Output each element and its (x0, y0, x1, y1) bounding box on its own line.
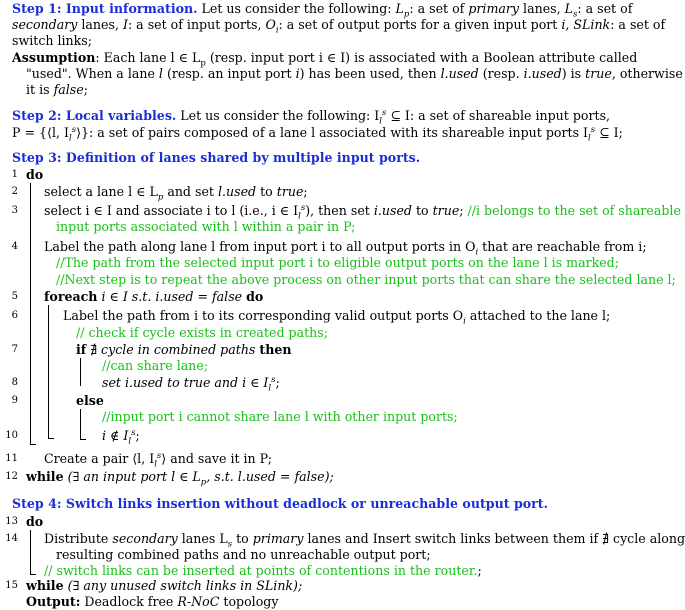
comment-4a: //The path from the selected input port i to eligible output ports on the lane l is marked; (56, 255, 619, 270)
text: Label the path along lane l from input port i to all output ports in O (44, 239, 476, 254)
if-keyword: if (76, 342, 87, 357)
else-bar-end (80, 439, 86, 440)
comment-7: //can share lane; (102, 358, 209, 373)
step2-line2: P = {⟨l, $I_l^s⟩$}: a set of pairs composed of a lane l associated with its shareable input ports $I_l^s$ ⊆ I; (12, 124, 623, 144)
text: (resp. (478, 66, 524, 81)
math: p (200, 58, 206, 69)
assumption-line3 (26, 82, 88, 97)
step1-line2 (12, 17, 666, 36)
line-number: 11 (5, 453, 18, 464)
text: i ∈ I s.t. i.used = false (97, 289, 247, 304)
text: l.used (440, 66, 479, 81)
text: Let us consider the following: (197, 1, 396, 16)
text: Deadlock free (80, 594, 178, 609)
text: i.used (523, 66, 562, 81)
text: it is (26, 82, 54, 97)
text: Label the path from i to its corresponding valid output ports O (63, 308, 464, 323)
step3-line6: Label the path from i to its corresponding valid output ports $O_i$ attached to the lane l; (63, 308, 611, 327)
line-number: 4 (11, 241, 18, 252)
text: ⊆ I: a set of shareable input ports, (386, 108, 611, 123)
text: : a set of (409, 1, 469, 16)
step4-loop-bar (30, 530, 31, 574)
comment: //i belongs to the set of shareable (467, 203, 681, 218)
step3-line8: set i.used to true and i ∈ $I_l^s$; (102, 374, 280, 394)
line-number: 1 (11, 169, 18, 180)
math: p (403, 9, 410, 20)
loop-bar (30, 183, 31, 444)
text: (resp. an input port (162, 66, 296, 81)
assumption-label: Assumption (12, 50, 96, 65)
text: : a set of output ports for a given input port (278, 17, 562, 32)
text: P = {⟨l, I (12, 125, 69, 140)
step1-line3: switch links; (12, 33, 93, 48)
step3-line10: i ∉ $I_l^s$; (102, 427, 140, 447)
step3-line11: Create a pair ⟨l, $I_l^s⟩$ and save it in P; (44, 450, 272, 470)
step4-loop-bar-end (30, 574, 36, 575)
text: ; (83, 82, 88, 97)
math: SLink (573, 17, 611, 32)
text: lanes, (519, 1, 565, 16)
text: topology (219, 594, 279, 609)
output-line (26, 594, 278, 609)
text: ) is (561, 66, 586, 81)
text: (∃ an input port l ∈ L (63, 469, 201, 484)
text: ; (135, 428, 140, 443)
text: Create a pair ⟨l, I (44, 451, 155, 466)
step4-title: Step 4: Switch links insertion without deadlock or unreachable output port. (12, 496, 548, 511)
math: i (561, 17, 566, 32)
text: ), then set (305, 203, 374, 218)
step1-title: Step 1: Input information. (12, 1, 198, 16)
text: primary (468, 1, 520, 16)
text: ; (477, 563, 482, 578)
text: true (585, 66, 612, 81)
step4-line14-cont: resulting combined paths and no unreachable output port; (56, 547, 431, 562)
text: ) has been used, then (299, 66, 441, 81)
step2-title: Step 2: Local variables. (12, 108, 177, 123)
step4-while-line (26, 578, 302, 593)
while-line: while (∃ an input port l ∈ $L_p$, s.t. l.used = false); (26, 469, 334, 488)
text: : a set of (610, 17, 666, 32)
text: i ∉ I (102, 428, 129, 443)
comment: // switch links can be inserted at points of contentions in the router. (44, 563, 478, 578)
line-number: 13 (5, 516, 18, 527)
while-keyword: while (26, 469, 64, 484)
line-number: 12 (5, 471, 18, 482)
math: L (395, 1, 404, 16)
else-keyword: else (76, 393, 104, 408)
do-keyword: do (26, 167, 44, 182)
step1-line1 (12, 1, 633, 20)
text: , s.t. l.used = false); (206, 469, 334, 484)
text: ; (275, 375, 280, 390)
text: true (432, 203, 460, 218)
text: (resp. input port i ∈ I) is associated with a Boolean attribute called (205, 50, 638, 65)
text: false (53, 82, 84, 97)
text: , otherwise (611, 66, 683, 81)
text: : a set of input ports, (127, 17, 266, 32)
math: I (122, 17, 128, 32)
line-number: 2 (11, 186, 18, 197)
text: select i ∈ I and associate i to l (i.e., i ∈ I (44, 203, 299, 218)
text: "used". When a lane (26, 66, 159, 81)
text: set i.used to true and i ∈ I (102, 375, 269, 390)
text: attached to the lane l; (465, 308, 611, 323)
line-number: 3 (11, 205, 18, 216)
math: L (564, 1, 573, 16)
step3-title: Step 3: Definition of lanes shared by multiple input ports. (12, 150, 421, 165)
text: : a set of (577, 1, 633, 16)
text: ⊆ I; (595, 125, 623, 140)
text: , (565, 17, 574, 32)
step4-line14: Distribute secondary lanes $L_s$ to primary lanes and Insert switch links between them if ∄ cycle along (44, 531, 685, 550)
if-bar (80, 358, 81, 386)
line-number: 14 (5, 533, 18, 544)
output-label: Output: (26, 594, 81, 609)
text: lanes and Insert switch links between them if ∄ cycle along (303, 531, 685, 546)
foreach-line (44, 289, 263, 304)
foreach-keyword: foreach (44, 289, 98, 304)
line-number: 5 (11, 291, 18, 302)
do-keyword: do (26, 514, 44, 529)
comment-9: //input port i cannot share lane l with other input ports; (102, 409, 458, 424)
step3-line4: Label the path along lane l from input port i to all output ports in $O_i$ that are reachable from i; (44, 239, 647, 258)
if-line (76, 342, 292, 357)
text: secondary (12, 17, 78, 32)
text: and set (163, 184, 218, 199)
text: lanes L (177, 531, 228, 546)
foreach-bar-end (48, 438, 54, 439)
comment-4b: //Next step is to repeat the above process on other input ports that can share the selected lane l; (56, 272, 676, 287)
else-bar (80, 409, 81, 439)
line-number: 9 (11, 395, 18, 406)
step3-line3-cont: input ports associated with l within a pair in P; (56, 219, 356, 234)
text: to (411, 203, 433, 218)
text: Let us consider the following: I (176, 108, 380, 123)
math: O (265, 17, 276, 32)
line-number: 8 (11, 377, 18, 388)
line-number: 10 (5, 430, 18, 441)
text: lanes, (77, 17, 123, 32)
text: ⟩ and save it in P; (161, 451, 272, 466)
text: : Each lane l ∈ L (95, 50, 201, 65)
text: ; (459, 203, 468, 218)
text: secondary (112, 531, 178, 546)
comment-6: // check if cycle exists in created paths; (76, 325, 328, 340)
text: primary (252, 531, 304, 546)
math: s (573, 9, 578, 20)
step3-line2: select a lane l ∈ $L_p$ and set l.used to true; (44, 184, 308, 203)
text: to (256, 184, 277, 199)
do-keyword: do (246, 289, 264, 304)
step2-line1: Step 2: Local variables. Let us consider the following: $I_l^s$ ⊆ I: a set of shareable input ports, (12, 107, 611, 127)
text: that are reachable from i; (478, 239, 647, 254)
comment-14 (44, 563, 482, 578)
line-number: 7 (11, 344, 18, 355)
text: ; (303, 184, 308, 199)
foreach-bar (48, 305, 49, 438)
line-number: 15 (5, 580, 18, 591)
text: to (232, 531, 253, 546)
step3-line3: select i ∈ I and associate i to l (i.e., i ∈ $I_l^s$), then set i.used to true; //i belongs to the set of shareable (44, 202, 681, 222)
text: ⟩}: a set of pairs composed of a lane l associated with its shareable input ports I (76, 125, 589, 140)
text: i.used (373, 203, 412, 218)
assumption-line2: "used". When a lane l (resp. an input port i) has been used, then l.used (resp. i.used) is true, otherwise (26, 66, 683, 81)
line-number: 6 (11, 310, 18, 321)
text: (∃ any unused switch links in SLink); (63, 578, 303, 593)
text: Distribute (44, 531, 113, 546)
assumption-line1 (12, 50, 638, 69)
text: R-NoC (177, 594, 220, 609)
text: select a lane l ∈ L (44, 184, 158, 199)
text: l.used (217, 184, 257, 199)
math: i (275, 25, 279, 36)
text: true (276, 184, 304, 199)
then-keyword: then (259, 342, 292, 357)
while-keyword: while (26, 578, 64, 593)
loop-bar-end (30, 444, 36, 445)
text: ∄ cycle in combined paths (86, 342, 260, 357)
